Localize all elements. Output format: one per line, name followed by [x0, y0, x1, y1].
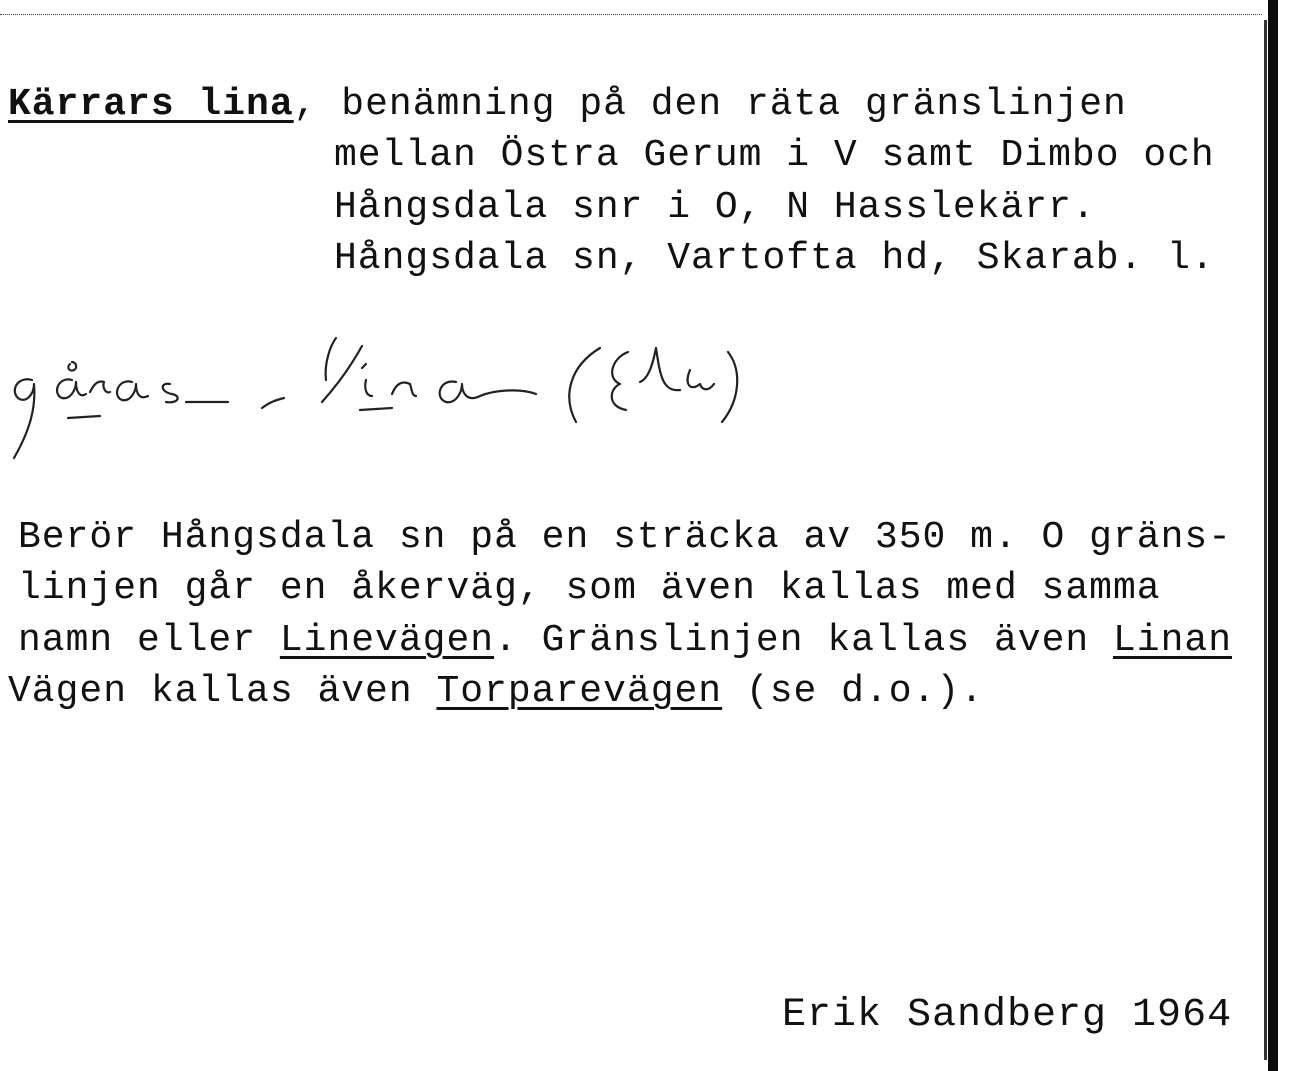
- reference-linevagen: Linevägen: [279, 619, 495, 662]
- body-line-3-text-a: namn eller: [18, 619, 280, 662]
- body-line-1: Berör Hångsdala sn på en sträcka av 350 m. O gräns-: [18, 516, 1232, 559]
- entry-definition-line-4: Hångsdala sn, Vartofta hd, Skarab. l.: [334, 237, 1215, 280]
- body-line-2: linjen går en åkerväg, som även kallas med samma: [18, 567, 1161, 610]
- entry-headword-comma: ,: [293, 83, 318, 126]
- handwritten-pronunciation-note: [0, 318, 780, 468]
- entry-first-line: [8, 83, 1127, 126]
- entry-headword: Kärrars lina: [8, 83, 294, 126]
- reference-torparevagen: Torparevägen: [436, 670, 723, 713]
- body-line-3-text-b: . Gränslinjen kallas även: [494, 619, 1113, 662]
- body-line-4-text-b: (se d.o.).: [722, 670, 984, 713]
- body-line-3: [18, 619, 1233, 662]
- entry-definition-line-2: mellan Östra Gerum i V samt Dimbo och: [334, 134, 1215, 177]
- entry-definition-line-3: Hångsdala snr i O, N Hasslekärr.: [334, 186, 1096, 229]
- body-line-4-text-a: Vägen kallas även: [8, 670, 437, 713]
- reference-linan: Linan: [1112, 619, 1233, 662]
- card-top-edge: [0, 14, 1262, 15]
- card-right-edge: [1268, 0, 1278, 1071]
- body-line-4: [8, 670, 984, 713]
- author-signature: Erik Sandberg 1964: [782, 993, 1233, 1038]
- entry-definition-line-1: benämning på den räta gränslinjen: [341, 83, 1127, 126]
- card-right-edge-shadow: [1264, 20, 1267, 1060]
